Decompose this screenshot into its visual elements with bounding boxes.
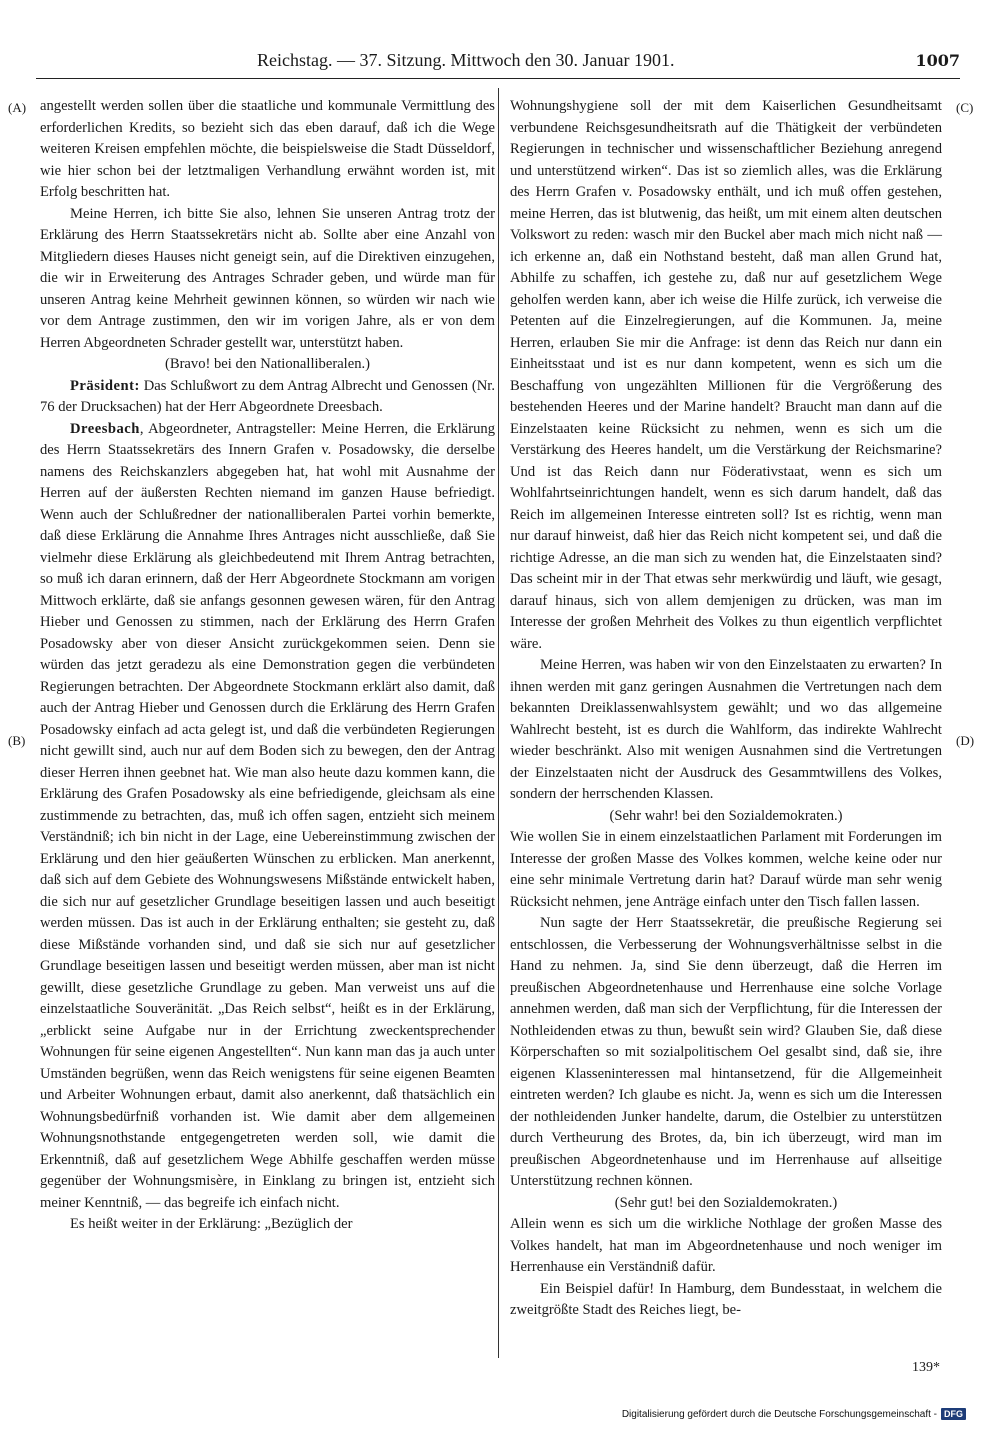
- paragraph: Wohnungshygiene soll der mit dem Kaiserlichen Gesundheitsamt verbundene Reichsgesundheitsrath auf die Thätigkeit der verbündeten Regierungen in technischer und wissenschaftlicher Beziehung anregend und unterstützend wirken“. Das ist so ziemlich alles, was die Erklärung des Herrn Grafen v. Posadowsky enthält, und ich muß offen gestehen, meine Herren, das ist blutwenig, das heißt, um mit einem alten deutschen Volkswort zu reden: wasch mir den Buckel aber mach mich nicht naß — ich erkenne an, daß ein Nothstand besteht, daß man allen Grund hat, Abhilfe zu schaffen, ich gestehe zu, daß nur auf gesetzlichem Wege geholfen werden kann, aber ich weise die Hilfe zurück, ich verweise die Petenten auf die Einzelregierungen, auf die Kommunen. Ja, meine Herren, erlauben Sie mir die Anfrage: ist denn das Reich nur dann ein Einheitsstaat und ist es nur dann kompetent, wenn es sich um die Beschaffung von ungezählten Millionen für die Vergrößerung des bestehenden Heeres und der Marine handelt? Braucht man dann auf die Einzelstaaten keine Rücksicht zu nehmen, wenn es sich um die Verstärkung des Heeres handelt, um die Verstärkung der Reichsmarine? Und ist das Reich dann nur Föderativstaat, wenn es sich um Wohlfahrtseinrichtungen handelt, wenn es sich darum handelt, daß das Reich im allgemeinen Interesse eintreten soll? Ist es richtig, wenn man nur darauf hinweist, daß hier das Reich nicht kompetent sei, und daß die richtige Adresse, an die man sich zu wenden hat, die Einzelstaaten sind? Das scheint mir in der That etwas sehr merkwürdig und läuft, wie gesagt, darauf hinaus, sich von allem demjenigen zu drücken, was man im Interesse der großen Mehrheit des Volkes zu thun eigentlich verpflichtet wäre.: [510, 98, 942, 652]
- speaker-name: Dreesbach: [70, 420, 140, 437]
- credit-text: Digitalisierung gefördert durch die Deutsche Forschungsgemeinschaft -: [621, 1408, 937, 1420]
- interjection: (Bravo! bei den Nationalliberalen.): [164, 356, 371, 372]
- paragraph-text: , Abgeordneter, Antragsteller: Meine Herren, die Erklärung des Herrn Staatssekretärs des Innern Grafen v. Posadowsky, die derselbe namens des Reichskanzlers abgegeben hat, hat wohl mit Ausnahme der Herren auf der äußersten Rechten niemand im ganzen Hause befriedigt. Wenn auch der Schlußredner der nationalliberalen Partei vorhin bemerkte, daß diese Erklärung die Annahme Ihres Antrages nicht ausschließe, daß Sie vielmehr diese Erklärung als gleichbedeutend mit Ihrem Antrag betrachten, so muß ich daran erinnern, daß der Herr Abgeordnete Stockmann am vorigen Mittwoch erklärte, daß sie anfangs gesonnen gewesen wären, für den Antrag Hieber und Genossen zu stimmen, nach der Erklärung des Herrn Grafen Posadowsky aber von dieser Ansicht zurückgekommen seien. Denn sie würden das jetzt geradezu als eine Demonstration gegen die verbündeten Regierungen betrachten. Der Abgeordnete Stockmann erklärt also damit, daß auch der Antrag Hieber und Genossen durch die Erklärung des Herrn Grafen Posadowsky einfach ad acta gelegt ist, und daß die verbündeten Regierungen nicht gewillt sind, auch nur auf dem Boden sich zu bewegen, den der Antrag dieser Herren ihnen geebnet hat. Wie man also heute dazu kommen kann, die Erklärung des Grafen Posadowsky als eine befriedigende, gleichsam als eine zustimmende zu betrachten, das, muß ich offen sagen, entzieht sich meinem Verständniß; ich bin nicht in der Lage, eine Uebereinstimmung zwischen der Erklärung und den hier geäußerten Wünschen zu erblicken. Man anerkennt, daß sich auf dem Gebiete des Wohnungswesens Mißstände entwickelt haben, die sich nur auf gesetzlicher Grundlage beseitigen lassen und auch beseitigt werden müssen. Das ist auch in der Erklärung enthalten; sie gesteht zu, daß diese Mißstände vorhanden sind, und daß sie sich nur auf gesetzlicher Grundlage beseitigen lassen und beseitigt werden müssen, aber man ist nicht gewillt, diese gesetzliche Grundlage zu geben. Man verweist uns auf die einzelstaatliche Souveränität. „Das Reich selbst“, heißt es in der Erklärung, „erblickt seine Aufgabe nur in der Errichtung zweckentsprechender Wohnungen für seine eigenen Angestellten“. Nun kann man das ja auch unter Umständen begrüßen, wenn das Reich wenigstens für seine eigenen Beamten und Arbeiter Wohnungen erbaut, damit also anerkennt, daß thatsächlich ein Wohnungsbedürfniß vorhanden ist. Wie damit aber dem allgemeinen Wohnungsnothstande entgegengetreten werden soll, wie damit die Erkenntniß, daß auf gesetzlichem Wege Abhilfe geschaffen werden müsse gegenüber der Wohnungsmisère, in Einklang zu bringen ist, entzieht sich meiner Kenntniß, — das begreife ich einfach nicht.: [40, 420, 495, 1211]
- paragraph: [40, 376, 495, 419]
- left-column: [40, 96, 495, 1236]
- paragraph: Meine Herren, ich bitte Sie also, lehnen Sie unseren Antrag trotz der Erklärung des Herrn Staatssekretärs nicht ab. Sollte aber eine Anzahl von Mitgliedern dieses Hauses nicht geneigt sein, auf die Direktiven einzugehen, die wir in Erweiterung des Antrages Schrader geben, und würde man für unseren Antrag keine Mehrheit gewinnen können, so würden wir nach wie vor dem Antrage zustimmen, den wir im vorigen Jahre, als er von dem Herren Abgeordneten Schrader gestellt war, unterstützt haben.: [40, 205, 495, 351]
- paragraph: Wie wollen Sie in einem einzelstaatlichen Parlament mit Forderungen im Interesse der großen Masse des Volkes kommen, welche keine oder nur eine sehr minimale Vertretung darin hat? Darauf würde man sehr wenig Rücksicht nehmen, jene Anträge einfach unter den Tisch fallen lassen.: [510, 829, 942, 910]
- paragraph-text: Das Schlußwort zu dem Antrag Albrecht und Genossen (Nr. 76 der Drucksachen) hat der Herr Abgeordnete Dreesbach.: [40, 377, 495, 415]
- paragraph: Allein wenn es sich um die wirkliche Nothlage der großen Masse des Volkes handelt, hat man im Abgeordnetenhause und noch weniger im Herrenhause ein Verständniß dafür.: [510, 1216, 942, 1275]
- paragraph: Ein Beispiel dafür! In Hamburg, dem Bundesstaat, in welchem die zweitgrößte Stadt des Reiches liegt, be-: [510, 1280, 942, 1318]
- paragraph: Meine Herren, was haben wir von den Einzelstaaten zu erwarten? In ihnen werden mit ganz geringen Ausnahmen die Vertretungen nach dem bekannten Dreiklassenwahlsystem gewählt; und wo das allgemeine Wahlrecht besteht, ist es durch die Wahlform, das indirekte Wahlrecht wieder beschränkt. Also mit wenigen Ausnahmen sind die Vertretungen der Einzelstaaten nicht der Ausdruck des Gesammtwillens des Volkes, sondern der herrschenden Klassen.: [510, 657, 942, 802]
- dfg-logo: DFG: [941, 1408, 966, 1420]
- column-divider: [498, 88, 499, 1358]
- paragraph: Nun sagte der Herr Staatssekretär, die preußische Regierung sei entschlossen, die Verbesserung der Wohnungsverhältnisse selbst in die Hand zu nehmen. Ja, sind Sie denn überzeugt, daß die Herren im preußischen Abgeordnetenhause und Herrenhause eine solche Vorlage annehmen werden, daß man sich der Verpflichtung, für die Interessen der Nothleidenden etwas zu thun, bewußt sein wird? Glauben Sie, daß diese Körperschaften so mit sozialpolitischem Oel gesalbt sind, daß sie, ihre eigenen Klasseninteressen mal hintansetzend, für die Allgemeinheit eintreten werden? Ich glaube es nicht. Ja, wenn es sich um die Interessen der nothleidenden Junker handelte, darum, die Ostelbier zu unterstützen durch Vertheurung des Brotes, da, bin ich überzeugt, wird man im preußischen Abgeordnetenhause und im Herrenhause auf allseitige Unterstützung rechnen können.: [510, 915, 942, 1189]
- interjection: (Sehr wahr! bei den Sozialdemokraten.): [609, 807, 843, 824]
- paragraph: angestellt werden sollen über die staatliche und kommunale Vermittlung des erforderlichen Kredits, so bezieht sich das eben darauf, daß ich die Wege weiteren Kreisen empfehlen möchte, die beispielsweise die Stadt Düsseldorf, wie hier schon bei der letztmaligen Verhandlung erwähnt worden ist, mit Erfolg beschritten hat.: [40, 98, 495, 200]
- paragraph: [40, 419, 495, 1215]
- margin-marker-c: (C): [956, 100, 974, 115]
- paragraph: Es heißt weiter in der Erklärung: „Bezüglich der: [70, 1216, 353, 1232]
- header-title: Reichstag. — 37. Sitzung. Mittwoch den 30. Januar 1901.: [257, 50, 675, 70]
- digitization-credit: [622, 1408, 966, 1420]
- right-column: [510, 96, 942, 1322]
- speaker-name: Präsident:: [70, 377, 140, 394]
- margin-marker-b: (B): [8, 733, 26, 748]
- signature-mark: 139*: [912, 1360, 940, 1375]
- margin-marker-d: (D): [956, 733, 975, 748]
- page-header: [257, 50, 960, 76]
- page-number: 1007: [915, 51, 960, 70]
- margin-marker-a: (A): [8, 100, 27, 115]
- header-rule: [36, 78, 960, 79]
- interjection: (Sehr gut! bei den Sozialdemokraten.): [614, 1194, 838, 1211]
